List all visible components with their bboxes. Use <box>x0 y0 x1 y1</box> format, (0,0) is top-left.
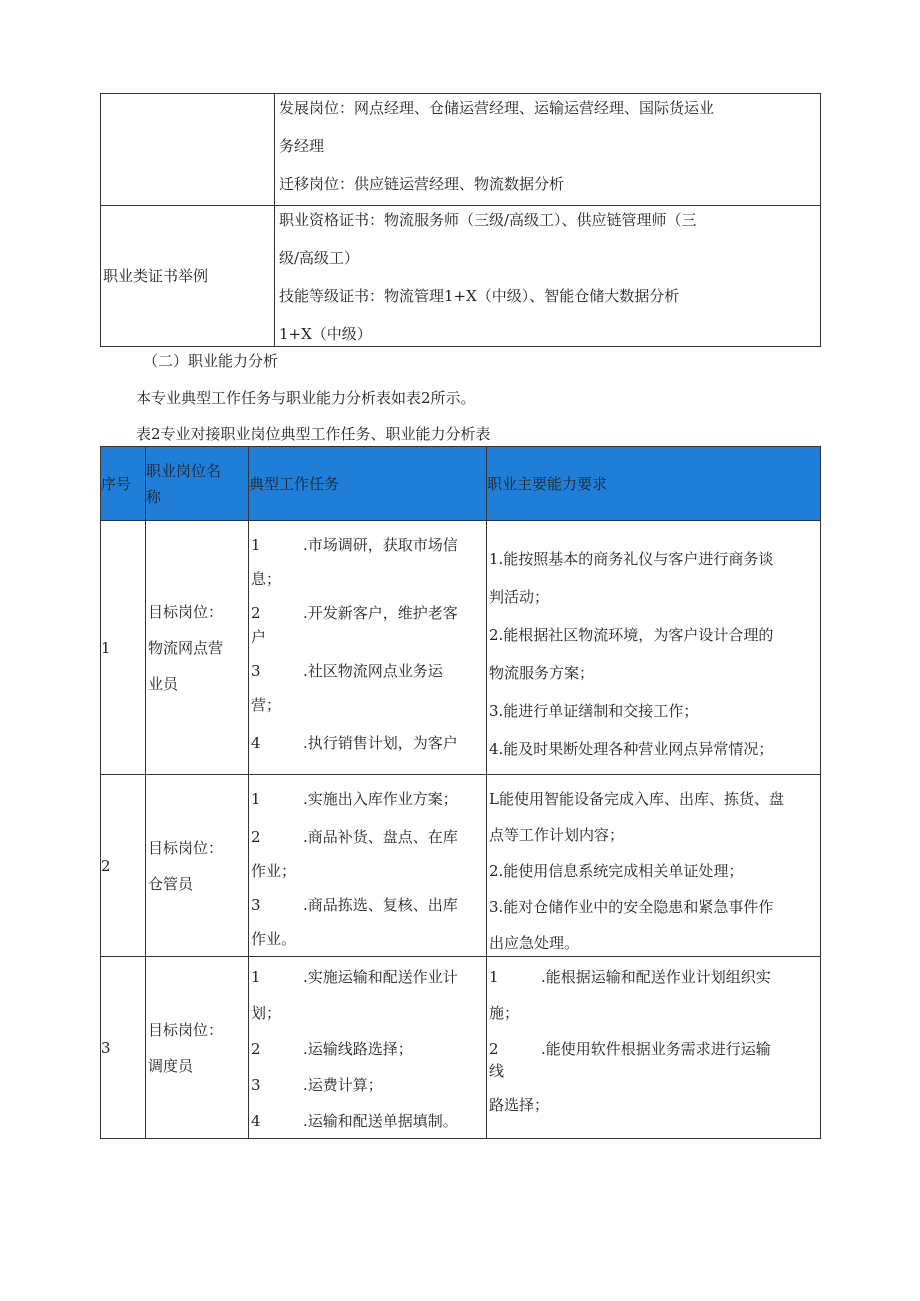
seq-cell: 1 <box>101 521 146 775</box>
table-caption: 表2专业对接职业岗位典型工作任务、职业能力分析表 <box>136 425 491 443</box>
text-line: 级/高级工） <box>279 249 360 267</box>
table-row <box>101 521 821 775</box>
table-row <box>101 957 821 1139</box>
career-table <box>100 93 821 347</box>
seq-cell: 2 <box>101 775 146 957</box>
task-cell: 1 .实施运输和配送作业计 划； 2 .运输线路选择； 3 .运费计算； 4 .运输和配送单据填制。 <box>249 957 487 1139</box>
text-line: 发展岗位：网点经理、仓储运营经理、运输运营经理、国际货运业 <box>279 99 715 117</box>
text-line: 1+X（中级） <box>279 325 372 343</box>
post-cell: 目标岗位： 仓管员 <box>146 775 249 957</box>
section-heading: （二）职业能力分析 <box>143 352 279 370</box>
text-line: 迁移岗位：供应链运营经理、物流数据分析 <box>279 175 565 193</box>
cert-label: 职业类证书举例 <box>103 267 209 285</box>
post-cell: 目标岗位： 调度员 <box>146 957 249 1139</box>
header-seq: 序号 <box>101 447 146 521</box>
ability-table <box>100 446 821 1139</box>
header-post: 职业岗位名 称 <box>146 447 249 521</box>
intro-paragraph: 本专业典型工作任务与职业能力分析表如表2所示。 <box>136 389 476 407</box>
ability-cell: 1 .能根据运输和配送作业计划组织实 施； 2 .能使用软件根据业务需求进行运输 线 路选择； <box>487 957 821 1139</box>
task-cell: 1 .市场调研，获取市场信 息； 2 .开发新客户，维护老客 户 3 .社区物流网点业务运 营； 4 .执行销售计划，为客户 <box>249 521 487 775</box>
table-row <box>101 94 821 206</box>
seq-cell: 3 <box>101 957 146 1139</box>
text-line: 技能等级证书：物流管理1+X（中级）、智能仓储大数据分析 <box>279 287 680 305</box>
career-label-cell <box>101 94 275 206</box>
task-cell: 1 .实施出入库作业方案； 2 .商品补货、盘点、在库 作业； 3 .商品拣选、复核、出库 作业。 <box>249 775 487 957</box>
text-line: 职业资格证书：物流服务师（三级/高级工）、供应链管理师（三 <box>279 211 697 229</box>
header-ability: 职业主要能力要求 <box>487 447 821 521</box>
career-label-cell <box>101 206 275 347</box>
career-desc-cell <box>275 94 821 206</box>
career-desc-cell <box>275 206 821 347</box>
ability-cell: 1.能按照基本的商务礼仪与客户进行商务谈 判活动； 2.能根据社区物流环境，为客户设计合理的 物流服务方案； 3.能进行单证缮制和交接工作； 4.能及时果断处理各种营业网点异常情况； <box>487 521 821 775</box>
table-header-row <box>101 447 821 521</box>
table-row <box>101 206 821 347</box>
header-task: 典型工作任务 <box>249 447 487 521</box>
text-line: 务经理 <box>279 137 325 155</box>
table-row <box>101 775 821 957</box>
post-cell: 目标岗位： 物流网点营 业员 <box>146 521 249 775</box>
ability-cell: L能使用智能设备完成入库、出库、拣货、盘 点等工作计划内容； 2.能使用信息系统完成相关单证处理； 3.能对仓储作业中的安全隐患和紧急事件作 出应急处理。 <box>487 775 821 957</box>
